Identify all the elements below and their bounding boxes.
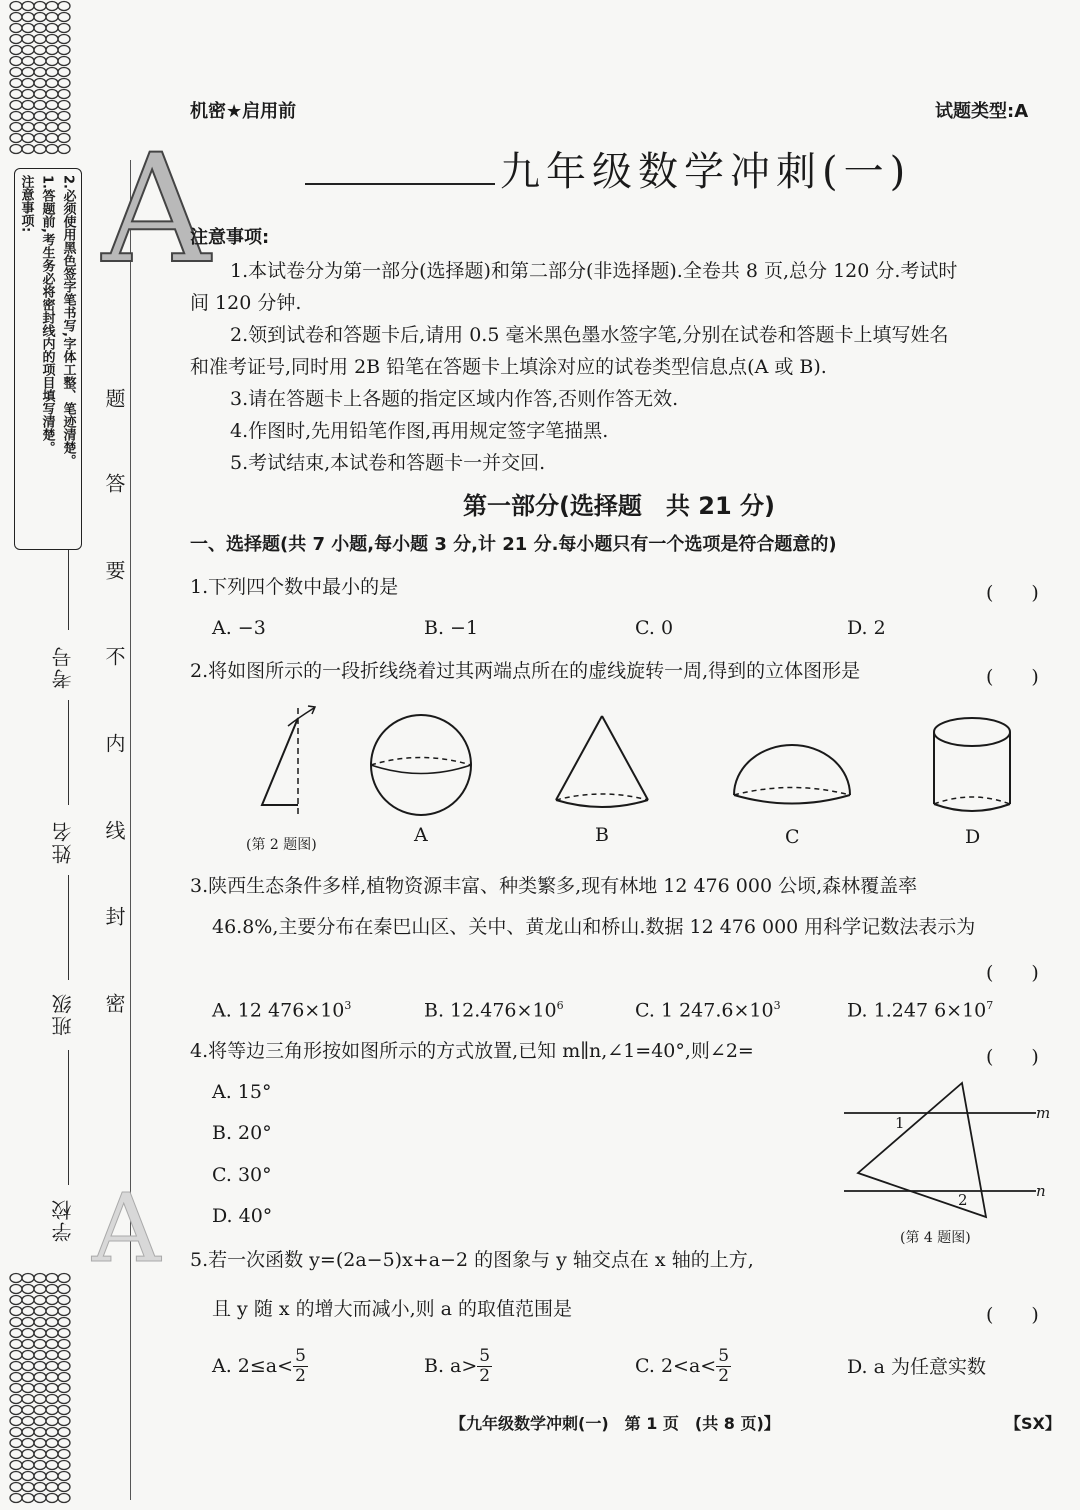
q4-stem: 4.将等边三角形按如图所示的方式放置,已知 m∥n,∠1=40°,则∠2= bbox=[190, 1040, 754, 1062]
q5-answer-paren[interactable]: ( ) bbox=[986, 1304, 1039, 1326]
q5-option-a[interactable]: A. 2≤a< $\frac{5}{2}$ bbox=[212, 1346, 306, 1386]
q3-option-d[interactable]: D. 1.247 $6\times 10^7$ bbox=[847, 999, 994, 1022]
q2-option-a[interactable]: A bbox=[414, 824, 428, 846]
notes-item: 5.考试结束,本试卷和答题卡一并交回. bbox=[230, 452, 546, 474]
confidential-label: 机密★启用前 bbox=[190, 101, 297, 122]
seal-char: 题 bbox=[102, 388, 126, 410]
q4-option-a[interactable]: A. 15° bbox=[212, 1081, 272, 1103]
q1-option-a[interactable]: A. −3 bbox=[212, 617, 266, 639]
label-exam-number: 考号 bbox=[51, 645, 75, 689]
q4-figure-caption: (第 4 题图) bbox=[900, 1230, 971, 1246]
exam-number-field[interactable] bbox=[68, 700, 69, 805]
q5-option-c[interactable]: C. 2<a< $\frac{5}{2}$ bbox=[635, 1346, 730, 1386]
seal-char: 内 bbox=[102, 733, 126, 755]
q3-option-a[interactable]: A. 12 $476\times 10^3$ bbox=[212, 999, 352, 1022]
notes-title: 注意事项: bbox=[190, 227, 270, 248]
q4-option-d[interactable]: D. 40° bbox=[212, 1205, 273, 1227]
q2-stem: 2.将如图所示的一段折线绕着过其两端点所在的虚线旋转一周,得到的立体图形是 bbox=[190, 660, 861, 682]
q1-stem: 1.下列四个数中最小的是 bbox=[190, 576, 399, 598]
q2-option-c-hemisphere bbox=[734, 745, 850, 804]
seal-char: 答 bbox=[102, 473, 126, 495]
q4-option-c[interactable]: C. 30° bbox=[212, 1164, 272, 1186]
q2-option-c[interactable]: C bbox=[785, 826, 800, 848]
q3-answer-paren[interactable]: ( ) bbox=[986, 962, 1039, 984]
binding-notice-line1: 1.答题前,考生务必将密封线内的项目填写清楚。 bbox=[39, 175, 55, 454]
q2-answer-paren[interactable]: ( ) bbox=[986, 666, 1039, 688]
title-blank-line bbox=[305, 183, 495, 185]
seal-char: 密 bbox=[102, 993, 126, 1015]
class-field[interactable] bbox=[68, 1050, 69, 1185]
q2-figure-caption: (第 2 题图) bbox=[246, 837, 317, 853]
notes-item: 1.本试卷分为第一部分(选择题)和第二部分(非选择题).全卷共 8 页,总分 120 分.考试时 bbox=[230, 260, 958, 282]
q3-stem-line2: 46.8%,主要分布在秦巴山区、关中、黄龙山和桥山.数据 12 476 000 用科学记数法表示为 bbox=[212, 916, 976, 938]
q4-figure bbox=[840, 1075, 1060, 1225]
q3-stem-line1: 3.陕西生态条件多样,植物资源丰富、种类繁多,现有林地 12 476 000 公顷,森林覆盖率 bbox=[190, 875, 918, 897]
q4-angle-2: 2 bbox=[958, 1191, 968, 1209]
q2-option-b[interactable]: B bbox=[595, 824, 609, 846]
q2-option-b-cone bbox=[556, 716, 648, 807]
type-letter-top: A bbox=[102, 123, 211, 297]
q1-option-c[interactable]: C. 0 bbox=[635, 617, 674, 639]
q5-option-d[interactable]: D. a 为任意实数 bbox=[847, 1356, 987, 1378]
q4-label-m: m bbox=[1036, 1104, 1051, 1122]
label-school: 学校 bbox=[51, 1198, 75, 1242]
name-field[interactable] bbox=[68, 875, 69, 980]
q4-label-n: n bbox=[1036, 1182, 1046, 1200]
seal-char: 要 bbox=[102, 560, 126, 582]
q4-answer-paren[interactable]: ( ) bbox=[986, 1046, 1039, 1068]
notes-item: 3.请在答题卡上各题的指定区域内作答,否则作答无效. bbox=[230, 388, 679, 410]
seal-char: 线 bbox=[102, 820, 126, 842]
footer-page-info: 【九年级数学冲刺(一) 第 1 页 (共 8 页)】 bbox=[450, 1414, 780, 1433]
seal-char: 不 bbox=[102, 646, 126, 668]
binding-cut-line bbox=[130, 160, 131, 1500]
q2-figures bbox=[240, 700, 1040, 853]
q1-option-d[interactable]: D. 2 bbox=[847, 617, 886, 639]
binding-notice-title: 注意事项: bbox=[18, 175, 34, 233]
notes-item: 间 120 分钟. bbox=[190, 292, 302, 314]
notes-item: 2.领到试卷和答题卡后,请用 0.5 毫米黑色墨水签字笔,分别在试卷和答题卡上填写姓名 bbox=[230, 324, 949, 346]
q5-option-b[interactable]: B. a> $\frac{5}{2}$ bbox=[424, 1346, 491, 1386]
q4-angle-1: 1 bbox=[895, 1114, 905, 1132]
footer-region-code: 【SX】 bbox=[1005, 1414, 1061, 1433]
q2-option-d[interactable]: D bbox=[965, 826, 981, 848]
q5-stem-line1: 5.若一次函数 y=(2a−5)x+a−2 的图象与 y 轴交点在 x 轴的上方, bbox=[190, 1249, 754, 1271]
notes-item: 4.作图时,先用铅笔作图,再用规定签字笔描黑. bbox=[230, 420, 609, 442]
notes-item: 和准考证号,同时用 2B 铅笔在答题卡上填涂对应的试卷类型信息点(A 或 B). bbox=[190, 356, 827, 378]
section-title: 一、选择题(共 7 小题,每小题 3 分,计 21 分.每小题只有一个选项是符合题意的) bbox=[190, 534, 837, 555]
label-class: 班级 bbox=[51, 992, 75, 1036]
q2-option-d-cylinder bbox=[934, 718, 1010, 811]
q1-option-b[interactable]: B. −1 bbox=[424, 617, 479, 639]
page-title: 九年级数学冲刺(一) bbox=[500, 149, 912, 195]
seal-char: 封 bbox=[102, 906, 126, 928]
q4-option-b[interactable]: B. 20° bbox=[212, 1122, 272, 1144]
binding-loops-top bbox=[8, 0, 80, 155]
paper-type-label: 试题类型:A bbox=[935, 101, 1029, 122]
q2-option-a-sphere bbox=[371, 715, 471, 815]
q2-polyline-figure bbox=[262, 706, 315, 818]
binding-notice-line2: 2.必须使用黑色签字笔书写,字体工整、笔迹清楚。 bbox=[60, 175, 76, 467]
part1-title: 第一部分(选择题 共 21 分) bbox=[462, 492, 776, 520]
binding-loops-bottom bbox=[8, 1272, 80, 1510]
q1-answer-paren[interactable]: ( ) bbox=[986, 582, 1039, 604]
q3-option-c[interactable]: C. 1 $247.6\times 10^3$ bbox=[635, 999, 781, 1022]
q5-stem-line2: 且 y 随 x 的增大而减小,则 a 的取值范围是 bbox=[212, 1298, 573, 1320]
q3-option-b[interactable]: B. $12.476\times 10^6$ bbox=[424, 999, 564, 1022]
type-letter-bottom: A bbox=[92, 1174, 161, 1284]
label-name: 姓名 bbox=[51, 820, 75, 864]
